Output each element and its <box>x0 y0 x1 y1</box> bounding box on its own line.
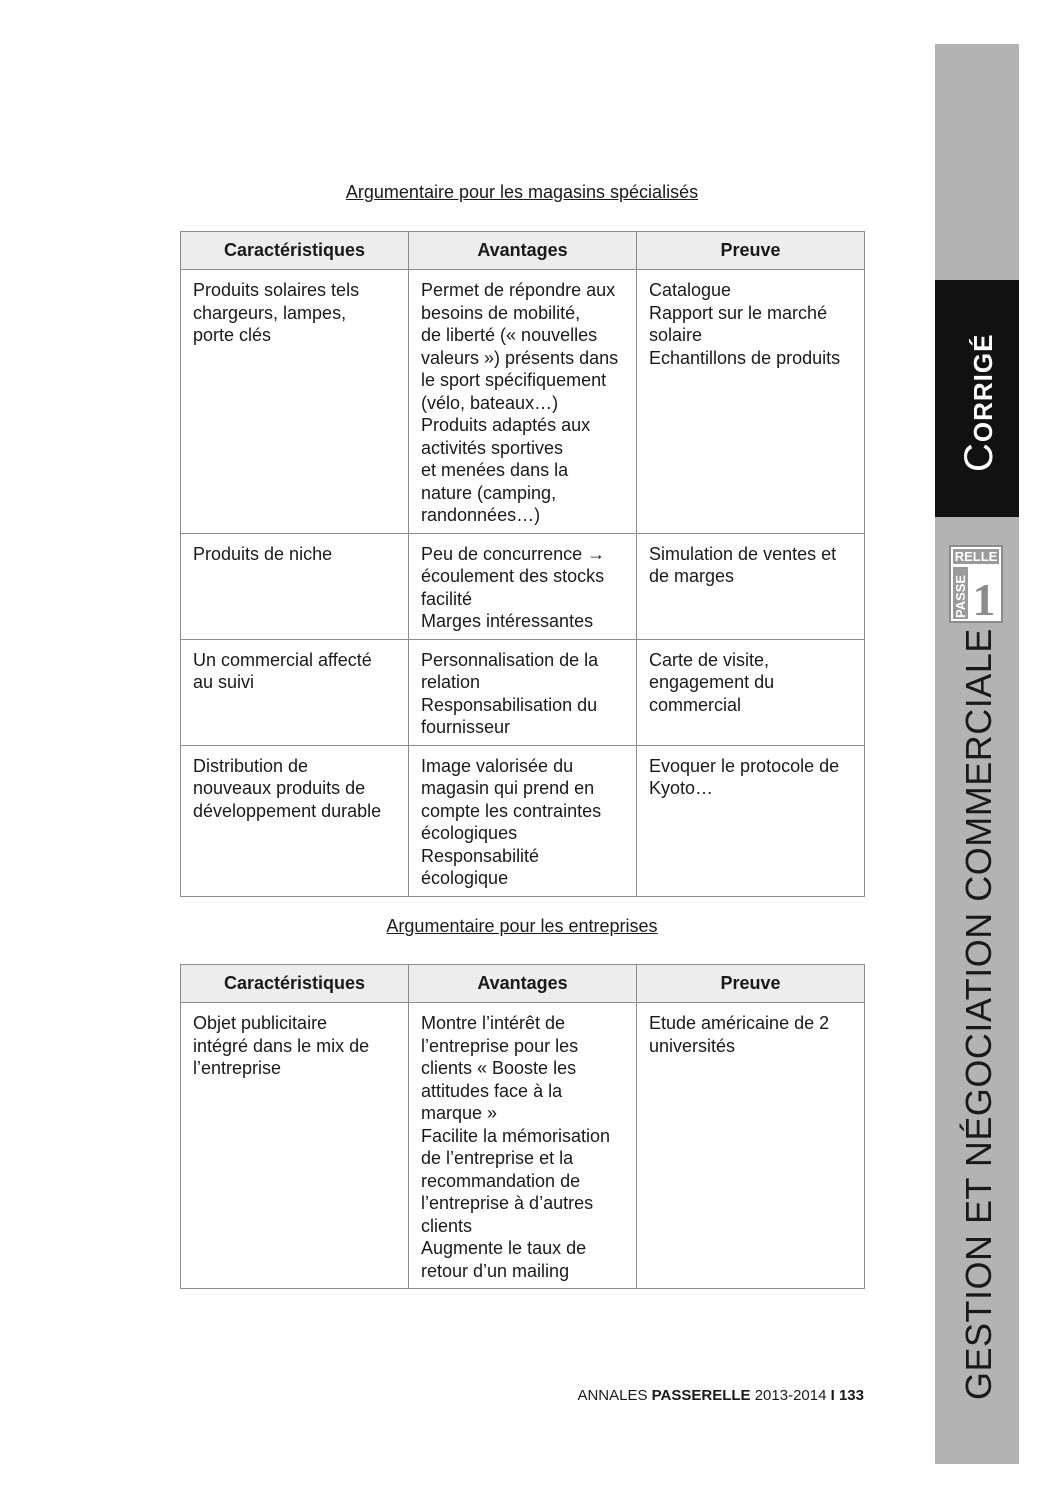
section1-title: Argumentaire pour les magasins spécialisés <box>345 182 699 202</box>
cell-line: intégré dans le mix de <box>193 1035 370 1056</box>
table-header-row <box>181 965 865 1003</box>
cell-line: Personnalisation de la <box>421 649 599 670</box>
cell-line: clients « Booste les <box>421 1058 577 1078</box>
cell-line: (vélo, bateaux…) <box>421 392 559 413</box>
cell-line: Facilite la mémorisation <box>421 1125 611 1146</box>
cell-line: Objet publicitaire <box>193 1013 328 1033</box>
cell-line: Permet de répondre aux <box>421 280 616 300</box>
cell-line: Simulation de ventes et <box>649 543 837 564</box>
cell-line: valeurs ») présents dans <box>421 347 619 368</box>
cell-line: l’entreprise pour les <box>421 1035 579 1056</box>
cell-line: le sport spécifiquement <box>421 370 607 390</box>
logo-side-text: PASSE <box>953 574 968 618</box>
table-row <box>181 639 865 745</box>
cell-line: et menées dans la <box>421 460 569 480</box>
cell-line: Marges intéressantes <box>421 611 594 631</box>
cell-line: au suivi <box>193 672 255 692</box>
header-caracteristiques: Caractéristiques <box>181 232 409 270</box>
cell-line: de l’entreprise et la <box>421 1148 574 1168</box>
cell-preuve <box>637 533 865 639</box>
cell-caracteristiques <box>181 745 409 896</box>
cell-line: Kyoto… <box>649 778 714 798</box>
header-preuve: Preuve <box>637 965 865 1003</box>
header-avantages: Avantages <box>409 232 637 270</box>
cell-avantages <box>409 533 637 639</box>
cell-line: Produits adaptés aux <box>421 415 591 435</box>
cell-caracteristiques <box>181 533 409 639</box>
cell-caracteristiques <box>181 1003 409 1289</box>
cell-line: l’entreprise <box>193 1058 282 1078</box>
cell-avantages <box>409 745 637 896</box>
corrige-label <box>957 334 1002 472</box>
cell-line: Augmente le taux de <box>421 1238 587 1258</box>
cell-line: Un commercial affecté <box>193 649 372 670</box>
cell-line: de marges <box>649 566 735 586</box>
cell-line: développement durable <box>193 800 382 821</box>
cell-line: activités sportives <box>421 437 564 458</box>
cell-line: marque » <box>421 1103 498 1123</box>
footer-years: 2013-2014 <box>754 1387 827 1404</box>
corrige-rest: ORRIGÉ <box>968 333 998 443</box>
cell-line: Montre l’intérêt de <box>421 1013 566 1033</box>
footer-prefix: ANNALES <box>577 1387 648 1404</box>
cell-line: compte les contraintes <box>421 800 602 821</box>
cell-avantages <box>409 270 637 534</box>
cell-line: Image valorisée du <box>421 755 574 776</box>
cell-line: écologiques <box>421 823 518 843</box>
entreprises-table <box>180 964 865 1289</box>
cell-line: retour d’un mailing <box>421 1260 570 1281</box>
cell-line: Responsabilisation du <box>421 694 598 715</box>
cell-line: solaire <box>649 325 703 345</box>
passerelle-logo <box>949 545 1003 623</box>
cell-line: Carte de visite, <box>649 649 770 670</box>
cell-line: engagement du <box>649 672 775 692</box>
cell-line: fournisseur <box>421 717 511 737</box>
cell-line: l’entreprise à d’autres <box>421 1193 594 1213</box>
cell-line: Produits solaires tels <box>193 280 360 300</box>
table-row <box>181 533 865 639</box>
cell-line: universités <box>649 1035 736 1056</box>
section2-title: Argumentaire pour les entreprises <box>386 916 658 936</box>
sidebar-title: GESTION ET NÉGOCIATION COMMERCIALE <box>958 628 999 1400</box>
cell-line: de liberté (« nouvelles <box>421 325 598 345</box>
cell-line: porte clés <box>193 325 272 345</box>
cell-preuve <box>637 639 865 745</box>
cell-line: relation <box>421 672 481 692</box>
cell-caracteristiques <box>181 639 409 745</box>
page-number: 133 <box>838 1387 864 1404</box>
header-avantages: Avantages <box>409 965 637 1003</box>
header-preuve: Preuve <box>637 232 865 270</box>
cell-line: écoulement des stocks <box>421 566 605 586</box>
cell-line: chargeurs, lampes, <box>193 302 347 323</box>
cell-avantages <box>409 1003 637 1289</box>
table-header-row <box>181 232 865 270</box>
magasins-table <box>180 231 865 897</box>
page-footer <box>577 1387 864 1404</box>
cell-line: Etude américaine de 2 <box>649 1013 830 1033</box>
footer-separator: I <box>830 1387 835 1404</box>
cell-line: facilité <box>421 588 473 609</box>
cell-avantages <box>409 639 637 745</box>
cell-preuve <box>637 745 865 896</box>
cell-preuve <box>637 270 865 534</box>
cell-line: Catalogue <box>649 280 732 300</box>
cell-preuve <box>637 1003 865 1289</box>
corrige-initial: C <box>957 442 1001 472</box>
cell-line: Evoquer le protocole de <box>649 755 840 776</box>
logo-number: 1 <box>972 574 996 623</box>
header-caracteristiques: Caractéristiques <box>181 965 409 1003</box>
logo-top-text: RELLE <box>954 549 998 564</box>
cell-line: Produits de niche <box>193 543 333 564</box>
cell-line: Echantillons de produits <box>649 347 841 368</box>
cell-line: écologique <box>421 868 509 888</box>
cell-line: clients <box>421 1215 473 1236</box>
cell-line: recommandation de <box>421 1170 581 1191</box>
table-row <box>181 745 865 896</box>
cell-line: Peu de concurrence → <box>421 543 606 564</box>
cell-line: Distribution de <box>193 755 309 776</box>
cell-line: randonnées…) <box>421 505 541 525</box>
footer-brand: PASSERELLE <box>651 1387 751 1404</box>
cell-line: attitudes face à la <box>421 1080 563 1101</box>
cell-line: Rapport sur le marché <box>649 302 828 323</box>
cell-line: nouveaux produits de <box>193 778 366 798</box>
cell-line: commercial <box>649 694 742 715</box>
cell-line: besoins de mobilité, <box>421 302 581 323</box>
cell-line: Responsabilité <box>421 845 540 866</box>
table-row <box>181 270 865 534</box>
table-row <box>181 1003 865 1289</box>
cell-line: nature (camping, <box>421 482 557 503</box>
cell-caracteristiques <box>181 270 409 534</box>
cell-line: magasin qui prend en <box>421 778 595 798</box>
